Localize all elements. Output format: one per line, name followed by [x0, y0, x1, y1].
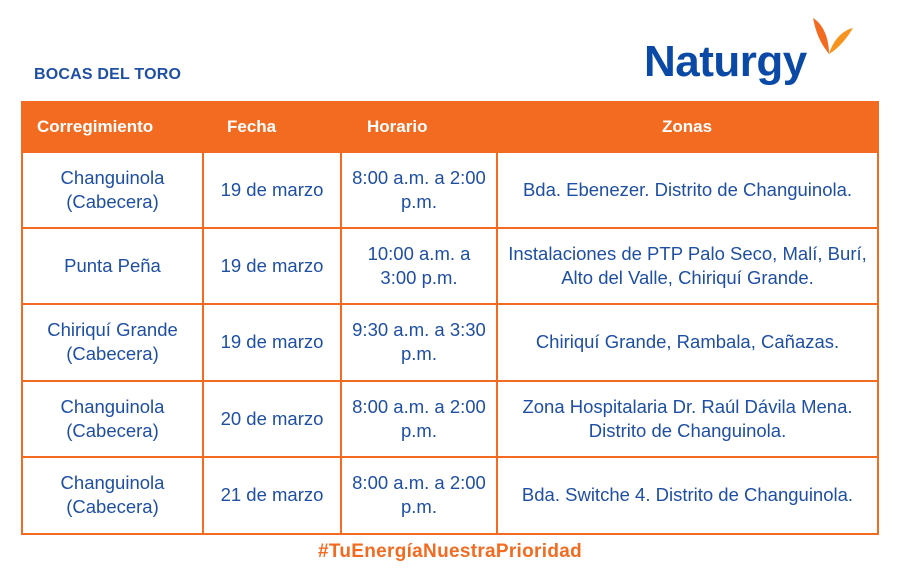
cell-horario: 8:00 a.m. a 2:00 p.m.: [341, 457, 497, 533]
cell-corregimiento: Changuinola (Cabecera): [23, 381, 203, 457]
cell-corregimiento: Changuinola (Cabecera): [23, 152, 203, 228]
column-header-fecha: Fecha: [203, 103, 341, 152]
cell-zonas: Zona Hospitalaria Dr. Raúl Dávila Mena. Distrito de Changuinola.: [497, 381, 877, 457]
cell-horario: 9:30 a.m. a 3:30 p.m.: [341, 304, 497, 380]
cell-horario: 10:00 a.m. a 3:00 p.m.: [341, 228, 497, 304]
table-row: [23, 381, 877, 457]
cell-corregimiento: Punta Peña: [23, 228, 203, 304]
table-header-row: [23, 103, 877, 152]
table-row: [23, 304, 877, 380]
table-row: [23, 152, 877, 228]
cell-zonas: Bda. Switche 4. Distrito de Changuinola.: [497, 457, 877, 533]
schedule-table: [21, 101, 879, 535]
column-header-corregimiento: Corregimiento: [23, 103, 203, 152]
column-header-horario: Horario: [341, 103, 497, 152]
column-header-zonas: Zonas: [497, 103, 877, 152]
cell-corregimiento: Changuinola (Cabecera): [23, 457, 203, 533]
cell-zonas: Instalaciones de PTP Palo Seco, Malí, Burí, Alto del Valle, Chiriquí Grande.: [497, 228, 877, 304]
region-title: BOCAS DEL TORO: [34, 66, 182, 83]
cell-fecha: 19 de marzo: [203, 228, 341, 304]
cell-horario: 8:00 a.m. a 2:00 p.m.: [341, 381, 497, 457]
butterfly-icon: [809, 16, 855, 66]
cell-fecha: 19 de marzo: [203, 152, 341, 228]
table-row: [23, 457, 877, 533]
campaign-hashtag: #TuEnergíaNuestraPrioridad: [317, 541, 582, 562]
naturgy-logo: [644, 16, 855, 84]
cell-zonas: Chiriquí Grande, Rambala, Cañazas.: [497, 304, 877, 380]
logo-wordmark: Naturgy: [644, 37, 807, 86]
cell-fecha: 19 de marzo: [203, 304, 341, 380]
cell-horario: 8:00 a.m. a 2:00 p.m.: [341, 152, 497, 228]
cell-fecha: 20 de marzo: [203, 381, 341, 457]
table-row: [23, 228, 877, 304]
cell-zonas: Bda. Ebenezer. Distrito de Changuinola.: [497, 152, 877, 228]
cell-fecha: 21 de marzo: [203, 457, 341, 533]
cell-corregimiento: Chiriquí Grande (Cabecera): [23, 304, 203, 380]
